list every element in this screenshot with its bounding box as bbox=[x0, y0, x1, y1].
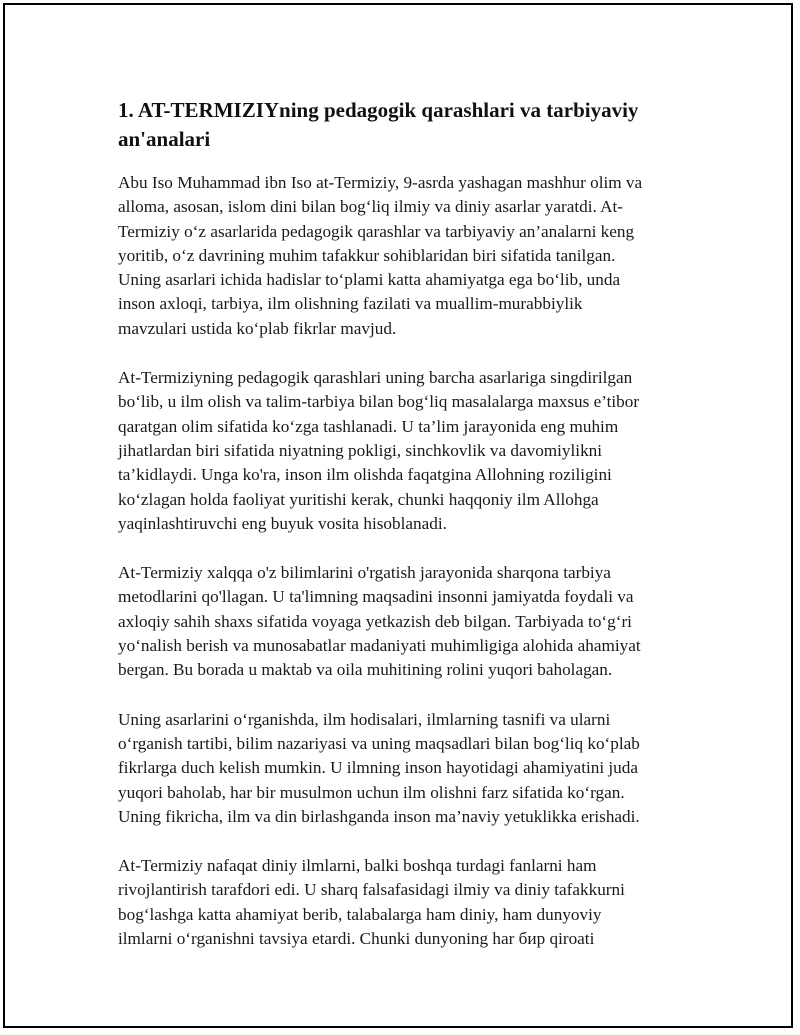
text-line: bergan. Bu borada u maktab va oila muhitining rolini yuqori baholagan. bbox=[118, 660, 613, 680]
text-line: At-Termiziy nafaqat diniy ilmlarni, balki boshqa turdagi fanlarni ham bbox=[118, 856, 597, 876]
paragraph-3 bbox=[118, 561, 693, 682]
text-line: ta’kidlaydi. Unga ko'ra, inson ilm olishda faqatgina Allohning roziligini bbox=[118, 465, 612, 485]
text-line: qaratgan olim sifatida ko‘zga tashlanadi. U ta’lim jarayonida eng muhim bbox=[118, 416, 619, 436]
paragraph-2 bbox=[118, 366, 693, 536]
text-line: yo‘nalish berish va munosabatlar madaniyati muhimligiga alohida ahamiyat bbox=[118, 636, 641, 656]
text-line: o‘rganish tartibi, bilim nazariyasi va uning maqsadlari bilan bog‘liq ko‘plab bbox=[118, 733, 640, 753]
text-line: alloma, asosan, islom dini bilan bog‘liq ilmiy va diniy asarlar yaratdi. At- bbox=[118, 197, 624, 217]
text-line: yoritib, o‘z davrining muhim tafakkur sohiblaridan biri sifatida tanilgan. bbox=[118, 245, 616, 265]
text-line: mavzulari ustida ko‘plab fikrlar mavjud. bbox=[118, 318, 397, 338]
paragraph-5 bbox=[118, 854, 693, 951]
text-line: At-Termiziyning pedagogik qarashlari uning barcha asarlariga singdirilgan bbox=[118, 368, 633, 388]
document-heading: 1. AT-TERMIZIYning pedagogik qarashlari va tarbiyaviy an'analari bbox=[118, 98, 639, 151]
text-line: Uning asarlarini o‘rganishda, ilm hodisalari, ilmlarning tasnifi va ularni bbox=[118, 709, 611, 729]
text-line: Abu Iso Muhammad ibn Iso at-Termiziy, 9-asrda yashagan mashhur olim va bbox=[118, 173, 643, 192]
text-line: Uning fikricha, ilm va din birlashganda inson ma’naviy yetuklikka erishadi. bbox=[118, 806, 640, 826]
text-line: ko‘zlagan holda faoliyat yuritishi kerak, chunki haqqoniy ilm Allohga bbox=[118, 489, 599, 509]
text-line: metodlarini qo'llagan. U ta'limning maqsadini insonni jamiyatda foydali va bbox=[118, 587, 634, 607]
document-body bbox=[118, 96, 693, 976]
text-line: inson axloqi, tarbiya, ilm olishning fazilati va muallim-murabbiylik bbox=[118, 294, 583, 314]
text-line: yaqinlashtiruvchi eng buyuk vosita hisoblanadi. bbox=[118, 513, 447, 533]
text-line: Termiziy o‘z asarlarida pedagogik qarashlar va tarbiyaviy an’analarni keng bbox=[118, 221, 635, 241]
text-line: bog‘lashga katta ahamiyat berib, talabalarga ham diniy, ham dunyoviy bbox=[118, 904, 602, 924]
text-line: rivojlantirish tarafdori edi. U sharq falsafasidagi ilmiy va diniy tafakkurni bbox=[118, 880, 625, 900]
text-line: jihatlardan biri sifatida niyatning pokligi, sinchkovlik va davomiylikni bbox=[118, 440, 603, 460]
text-line: Uning asarlari ichida hadislar to‘plami katta ahamiyatga ega bo‘lib, unda bbox=[118, 270, 621, 290]
text-line: ilmlarni o‘rganishni tavsiya etardi. Chunki dunyoning har бир qiroati bbox=[118, 929, 595, 949]
text-line: At-Termiziy xalqqa o'z bilimlarini o'rgatish jarayonida sharqona tarbiya bbox=[118, 563, 611, 583]
text-line: axloqiy sahih shaxs sifatida voyaga yetkazish deb bilgan. Tarbiyada to‘g‘ri bbox=[118, 611, 632, 631]
paragraph-1 bbox=[118, 171, 693, 341]
paragraph-4 bbox=[118, 708, 693, 829]
text-line: bo‘lib, u ilm olish va talim-tarbiya bilan bog‘liq masalalarga maxsus e’tibor bbox=[118, 392, 640, 412]
text-line: yuqori baholab, har bir musulmon uchun ilm olishni farz sifatida ko‘rgan. bbox=[118, 782, 625, 802]
text-line: fikrlarga duch kelish mumkin. U ilmning inson hayotidagi ahamiyatini juda bbox=[118, 758, 638, 778]
